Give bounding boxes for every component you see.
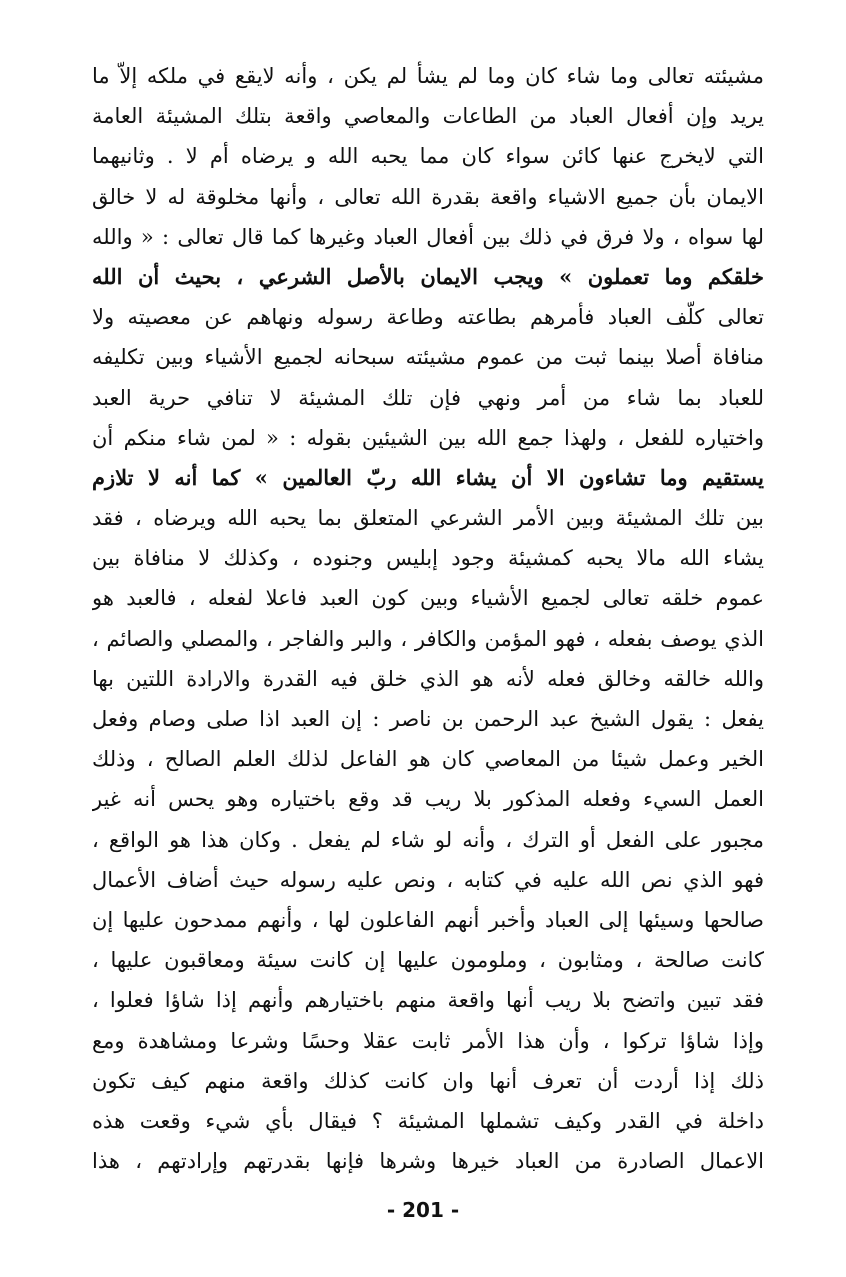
quran-verse-line: خلقكم وما تعملون » ويجب الايمان بالأصل الشرعي ، بحيث أن الله: [92, 263, 764, 289]
text-line: مشيئته تعالى وما شاء كان وما لم يشأ لم يكن ، وأنه لايقع في ملكه إلاّ ما: [92, 64, 764, 88]
text-line: يفعل : يقول الشيخ عبد الرحمن بن ناصر : إن العبد اذا صلى وصام وفعل: [92, 707, 764, 731]
text-line: للعباد بما شاء من أمر ونهي فإن تلك المشيئة لا تنافي حرية العبد: [92, 385, 764, 410]
text-line: واختياره للفعل ، ولهذا جمع الله بين الشيئين بقوله : « لمن شاء منكم أن: [92, 425, 764, 450]
text-line: الايمان بأن جميع الاشياء واقعة بقدرة الله تعالى ، وأنها مخلوقة له لا خالق: [92, 184, 764, 209]
text-line: كانت صالحة ، ومثابون ، وملومون عليها إن كانت سيئة ومعاقبون عليها ،: [92, 948, 764, 973]
text-line: الاعمال الصادرة من العباد خيرها وشرها فإنها بقدرتهم وإرادتهم ، هذا: [92, 1149, 764, 1174]
body-text: [92, 56, 764, 1181]
text-line: الذي يوصف بفعله ، فهو المؤمن والكافر ، والبر والفاجر ، والمصلي والصائم ،: [92, 626, 764, 651]
text-line: لها سواه ، ولا فرق في ذلك بين أفعال العباد وغيرها كما قال تعالى : « والله: [92, 224, 764, 249]
text-line: يريد وإن أفعال العباد من الطاعات والمعاصي واقعة بتلك المشيئة العامة: [92, 104, 764, 129]
text-line: التي لايخرج عنها كائن سواء كان مما يحبه الله و يرضاه أم لا . وثانيهما: [92, 144, 764, 169]
text-line: الخير وعمل شيئا من المعاصي كان هو الفاعل لذلك العلم الصالح ، وذلك: [92, 747, 764, 772]
text-line: عموم خلقه تعالى لجميع الأشياء وبين كون العبد فاعلا لفعله ، فالعبد هو: [92, 586, 764, 611]
text-line: صالحها وسيئها إلى العباد وأخبر أنهم الفاعلون لها ، وأنهم ممدحون عليها إن: [92, 907, 764, 932]
text-line: داخلة في القدر وكيف تشملها المشيئة ؟ فيقال بأي شيء وقعت هذه: [92, 1108, 764, 1133]
text-line: بين تلك المشيئة وبين الأمر الشرعي المتعلق بما يحبه الله ويرضاه ، فقد: [92, 506, 764, 531]
text-line: فهو الذي نص الله عليه في كتابه ، ونص عليه رسوله حيث أضاف الأعمال: [92, 867, 764, 892]
text-line: منافاة أصلا بينما ثبت من عموم مشيئته سبحانه لجميع الأشياء وبين تكليفه: [92, 345, 764, 370]
text-line: مجبور على الفعل أو الترك ، وأنه لو شاء لم يفعل . وكان هذا هو الواقع ،: [92, 827, 764, 852]
page-number: - 201 -: [386, 1198, 460, 1222]
text-line: تعالى كلّف العباد فأمرهم بطاعته وطاعة رسوله ونهاهم عن معصيته ولا: [92, 305, 764, 330]
text-line: فقد تبين واتضح بلا ريب أنها واقعة منهم باختيارهم وأنهم إذا شاؤا فعلوا ،: [92, 988, 764, 1013]
text-line: العمل السيء وفعله المذكور بلا ريب قد وقع باختياره وهو يحس أنه غير: [92, 787, 764, 812]
text-line: يشاء الله مالا يحبه كمشيئة وجود إبليس وجنوده ، وكذلك لا منافاة بين: [92, 546, 764, 571]
text-line: وإذا شاؤا تركوا ، وأن هذا الأمر ثابت عقلا وحسًا وشرعا ومشاهدة ومع: [92, 1028, 764, 1053]
quran-verse-line: يستقيم وما تشاءون الا أن يشاء الله ربّ العالمين » كما أنه لا تلازم: [92, 464, 764, 490]
text-line: ذلك إذا أردت أن تعرف أنها وان كانت كذلك واقعة منهم كيف تكون: [92, 1068, 764, 1093]
text-line: والله خالقه وخالق فعله لأنه هو الذي خلق فيه القدرة والارادة اللتين بها: [92, 666, 764, 691]
